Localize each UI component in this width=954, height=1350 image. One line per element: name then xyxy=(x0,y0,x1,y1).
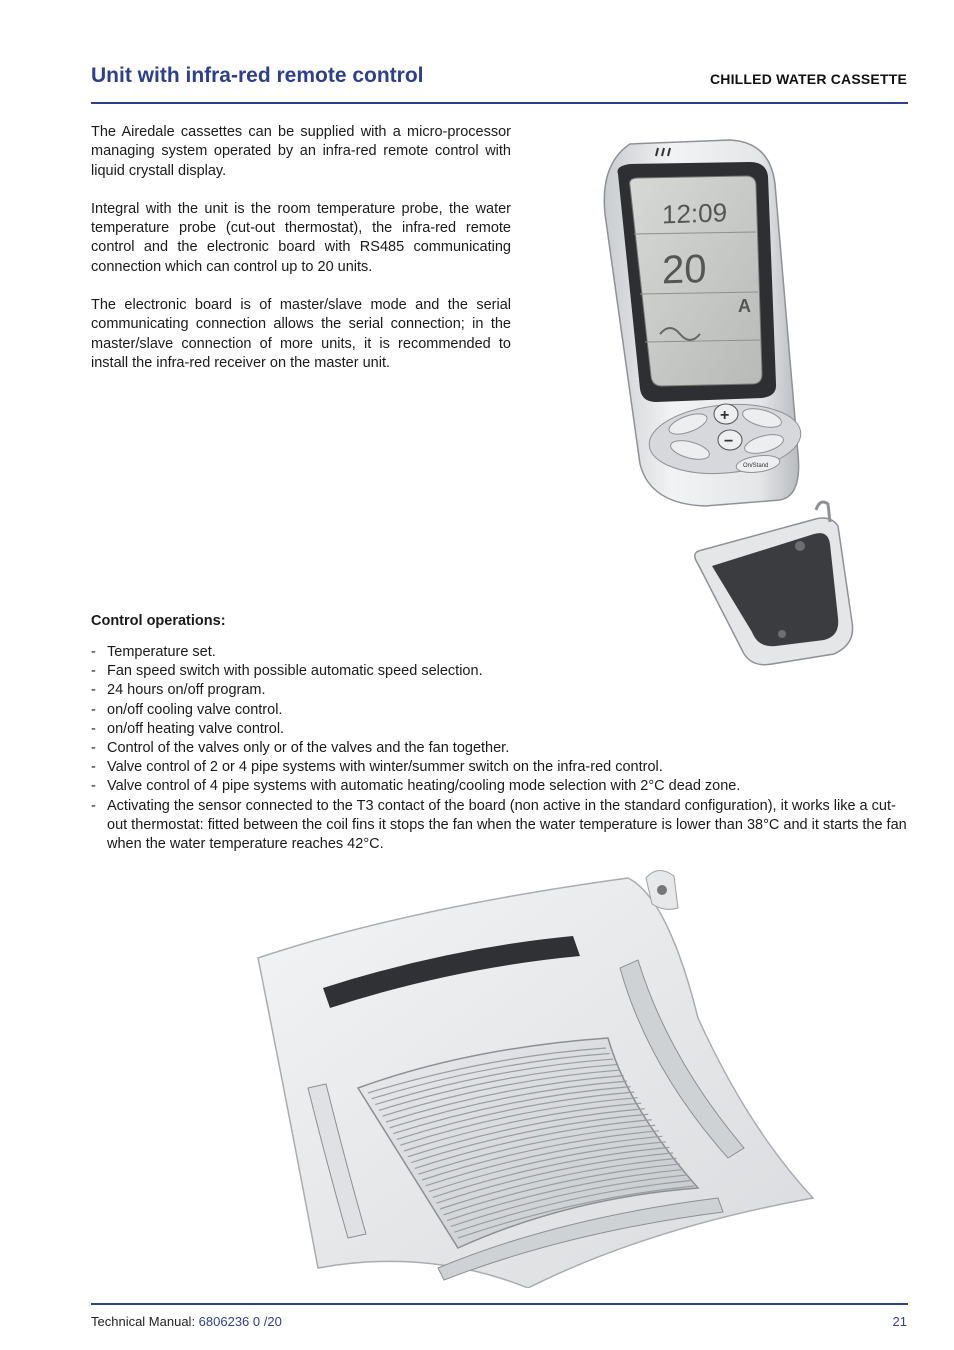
cassette-unit-image xyxy=(228,868,818,1288)
list-item: - Control of the valves only or of the valves and the fan together. xyxy=(91,739,911,758)
operations-list xyxy=(91,643,911,854)
footer-doc-reference xyxy=(91,1314,282,1329)
list-item: - on/off cooling valve control. xyxy=(91,701,911,720)
page-title: Unit with infra-red remote control xyxy=(91,64,424,87)
onstandby-label: On/Stand xyxy=(743,463,769,469)
list-item: - Fan speed switch with possible automatic speed selection. xyxy=(91,662,911,681)
lcd-time: 12:09 xyxy=(662,197,728,230)
lcd-mode: A xyxy=(738,296,751,316)
section-label: CHILLED WATER CASSETTE xyxy=(709,71,907,87)
intro-paragraph: The electronic board is of master/slave mode and the serial communicating connection allows the serial connection; in the master/slave connection of more units, it is recommended to install the infra-red receiver on the master unit. xyxy=(91,297,511,371)
footer-label: Technical Manual: xyxy=(91,1314,199,1329)
minus-icon: − xyxy=(724,433,734,450)
lcd-temperature: 20 xyxy=(662,246,707,293)
page-number: 21 xyxy=(892,1314,907,1329)
list-item: - Valve control of 2 or 4 pipe systems with winter/summer switch on the infra-red control. xyxy=(91,758,911,777)
plus-icon: + xyxy=(720,407,730,424)
footer-rule xyxy=(91,1303,908,1305)
header-rule xyxy=(91,102,908,104)
intro-text xyxy=(91,123,511,392)
list-item: - on/off heating valve control. xyxy=(91,720,911,739)
list-item: - Activating the sensor connected to the T3 contact of the board (non active in the standard configuration), it works like a cut-out thermostat: fitted between the coil fins it stops the fan when the water temperature is lower than 38°C and it starts the fan when the water temperature reaches 42°C. xyxy=(91,797,911,855)
remote-control-image xyxy=(590,134,860,674)
footer-doc-code: 6806236 0 /20 xyxy=(198,1314,282,1329)
list-item: - Valve control of 4 pipe systems with automatic heating/cooling mode selection with 2°C dead zone. xyxy=(91,777,911,796)
intro-paragraph: The Airedale cassettes can be supplied with a micro-processor managing system operated by an infra-red remote control with liquid crystall display. xyxy=(91,124,511,179)
intro-paragraph: Integral with the unit is the room temperature probe, the water temperature probe (cut-out thermostat), the infra-red remote control and the electronic board with RS485 communicating connection which can control up to 20 units. xyxy=(91,200,511,275)
list-item: - 24 hours on/off program. xyxy=(91,681,911,700)
list-item: - Temperature set. xyxy=(91,643,911,662)
operations-heading: Control operations: xyxy=(91,613,226,629)
